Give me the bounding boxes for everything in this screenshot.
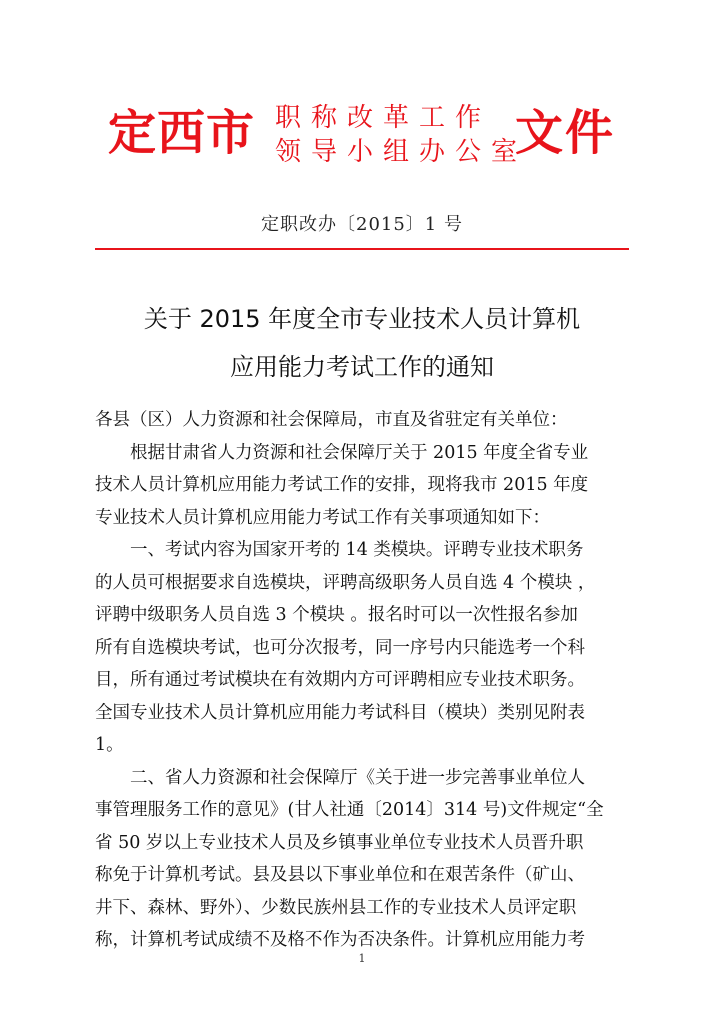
page-number: 1 [358, 952, 366, 965]
header-document: 文件 [515, 105, 616, 161]
red-divider [95, 248, 629, 250]
header-office [275, 101, 528, 169]
body-line: 各县（区）人力资源和社会保障局，市直及省驻定有关单位： [95, 410, 568, 430]
body-line: 一、考试内容为国家开考的 14 类模块。评聘专业技术职务 [130, 540, 584, 560]
body-line: 省 50 岁以上专业技术人员及乡镇事业单位专业技术人员晋升职 [95, 832, 584, 853]
body-line: 井下、森林、野外）、少数民族州县工作的专业技术人员评定职 [95, 897, 577, 918]
body-line: 的人员可根据要求自选模块，评聘高级职务人员自选 4 个模块 ， [95, 572, 596, 593]
document-number: 定职改办〔2015〕1 号 [261, 214, 463, 235]
header-office-line1: 职称改革工作 [275, 103, 492, 133]
document-title [0, 295, 724, 391]
body-line: 专业技术人员计算机应用能力考试工作有关事项通知如下： [95, 507, 550, 528]
header-office-line2: 领导小组办公室 [275, 137, 528, 167]
body-line: 全国专业技术人员计算机应用能力考试科目（模块）类别见附表 [95, 702, 585, 723]
body-line: 1。 [95, 735, 124, 755]
body-line: 二、省人力资源和社会保障厅《关于进一步完善事业单位人 [130, 767, 585, 788]
title-line1: 关于 2015 年度全市专业技术人员计算机 [143, 305, 581, 333]
body-line: 评聘中级职务人员自选 3 个模块 。报名时可以一次性报名参加 [95, 605, 578, 625]
document-header [0, 95, 724, 175]
body-line: 技术人员计算机应用能力考试工作的安排，现将我市 2015 年度 [95, 475, 589, 495]
body-line: 称，计算机考试成绩不及格不作为否决条件。计算机应用能力考 [95, 930, 585, 950]
header-city: 定西市 [108, 105, 256, 161]
body-line: 事管理服务工作的意见》(甘人社通〔2014〕314 号)文件规定“全 [95, 800, 604, 820]
body-line: 称免于计算机考试。县及县以下事业单位和在艰苦条件（矿山、 [95, 865, 585, 885]
title-line2: 应用能力考试工作的通知 [230, 353, 494, 381]
document-body [95, 404, 631, 957]
body-line: 目，所有通过考试模块在有效期内方可评聘相应专业技术职务。 [95, 670, 585, 690]
body-line: 所有自选模块考试，也可分次报考，同一序号内只能选考一个科 [95, 637, 585, 658]
body-line: 根据甘肃省人力资源和社会保障厅关于 2015 年度全省专业 [130, 442, 589, 463]
